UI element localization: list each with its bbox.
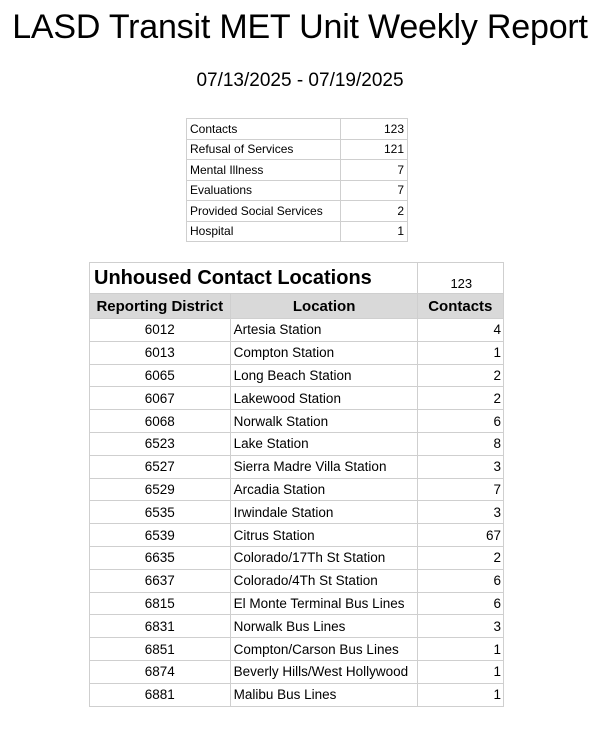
district-cell[interactable]: 6635 [90, 546, 231, 569]
contacts-cell[interactable]: 3 [417, 455, 503, 478]
location-cell[interactable]: Lake Station [230, 432, 417, 455]
summary-row [187, 221, 408, 242]
table-row [90, 319, 504, 342]
table-row [90, 387, 504, 410]
location-cell[interactable]: Compton/Carson Bus Lines [230, 638, 417, 661]
district-cell[interactable]: 6815 [90, 592, 231, 615]
locations-title[interactable]: Unhoused Contact Locations [90, 263, 418, 294]
district-cell[interactable]: 6012 [90, 319, 231, 342]
district-cell[interactable]: 6067 [90, 387, 231, 410]
table-row [90, 364, 504, 387]
contacts-cell[interactable]: 7 [417, 478, 503, 501]
table-row [90, 501, 504, 524]
summary-row [187, 119, 408, 140]
locations-total[interactable]: 123 [417, 263, 503, 294]
summary-value[interactable]: 123 [341, 119, 408, 140]
location-cell[interactable]: Malibu Bus Lines [230, 683, 417, 706]
location-cell[interactable]: Beverly Hills/West Hollywood [230, 660, 417, 683]
location-cell[interactable]: Norwalk Bus Lines [230, 615, 417, 638]
locations-body [90, 319, 504, 707]
table-row [90, 683, 504, 706]
contacts-cell[interactable]: 1 [417, 683, 503, 706]
district-cell[interactable]: 6527 [90, 455, 231, 478]
district-cell[interactable]: 6529 [90, 478, 231, 501]
summary-row [187, 139, 408, 160]
location-cell[interactable]: Sierra Madre Villa Station [230, 455, 417, 478]
table-row [90, 592, 504, 615]
district-cell[interactable]: 6523 [90, 432, 231, 455]
district-cell[interactable]: 6851 [90, 638, 231, 661]
report-date-range: 07/13/2025 - 07/19/2025 [196, 70, 404, 91]
table-row [90, 524, 504, 547]
table-row [90, 478, 504, 501]
district-cell[interactable]: 6068 [90, 410, 231, 433]
contacts-cell[interactable]: 3 [417, 501, 503, 524]
table-row [90, 455, 504, 478]
contacts-cell[interactable]: 1 [417, 341, 503, 364]
table-row [90, 660, 504, 683]
district-cell[interactable]: 6637 [90, 569, 231, 592]
column-header-location[interactable]: Location [230, 294, 417, 319]
table-row [90, 546, 504, 569]
contacts-cell[interactable]: 8 [417, 432, 503, 455]
contacts-cell[interactable]: 1 [417, 638, 503, 661]
summary-value[interactable]: 2 [341, 201, 408, 222]
summary-row [187, 201, 408, 222]
district-cell[interactable]: 6881 [90, 683, 231, 706]
location-cell[interactable]: El Monte Terminal Bus Lines [230, 592, 417, 615]
table-row [90, 341, 504, 364]
summary-label[interactable]: Evaluations [187, 180, 341, 201]
district-cell[interactable]: 6831 [90, 615, 231, 638]
summary-label[interactable]: Provided Social Services [187, 201, 341, 222]
summary-label[interactable]: Refusal of Services [187, 139, 341, 160]
location-cell[interactable]: Irwindale Station [230, 501, 417, 524]
contacts-cell[interactable]: 2 [417, 387, 503, 410]
contacts-cell[interactable]: 4 [417, 319, 503, 342]
location-cell[interactable]: Artesia Station [230, 319, 417, 342]
district-cell[interactable]: 6539 [90, 524, 231, 547]
location-cell[interactable]: Lakewood Station [230, 387, 417, 410]
summary-value[interactable]: 121 [341, 139, 408, 160]
summary-table [186, 118, 408, 242]
location-cell[interactable]: Compton Station [230, 341, 417, 364]
location-cell[interactable]: Colorado/17Th St Station [230, 546, 417, 569]
location-cell[interactable]: Arcadia Station [230, 478, 417, 501]
column-header-reporting-district[interactable]: Reporting District [90, 294, 231, 319]
summary-value[interactable]: 7 [341, 180, 408, 201]
table-row [90, 615, 504, 638]
summary-row [187, 160, 408, 181]
locations-table [89, 262, 504, 707]
locations-title-row [90, 263, 504, 294]
summary-label[interactable]: Mental Illness [187, 160, 341, 181]
table-row [90, 569, 504, 592]
table-row [90, 638, 504, 661]
location-cell[interactable]: Long Beach Station [230, 364, 417, 387]
table-row [90, 432, 504, 455]
summary-label[interactable]: Hospital [187, 221, 341, 242]
locations-header-row [90, 294, 504, 319]
contacts-cell[interactable]: 1 [417, 660, 503, 683]
table-row [90, 410, 504, 433]
contacts-cell[interactable]: 67 [417, 524, 503, 547]
summary-value[interactable]: 1 [341, 221, 408, 242]
district-cell[interactable]: 6535 [90, 501, 231, 524]
contacts-cell[interactable]: 2 [417, 364, 503, 387]
contacts-cell[interactable]: 3 [417, 615, 503, 638]
district-cell[interactable]: 6065 [90, 364, 231, 387]
location-cell[interactable]: Colorado/4Th St Station [230, 569, 417, 592]
contacts-cell[interactable]: 2 [417, 546, 503, 569]
contacts-cell[interactable]: 6 [417, 569, 503, 592]
contacts-cell[interactable]: 6 [417, 592, 503, 615]
location-cell[interactable]: Citrus Station [230, 524, 417, 547]
location-cell[interactable]: Norwalk Station [230, 410, 417, 433]
column-header-contacts[interactable]: Contacts [417, 294, 503, 319]
district-cell[interactable]: 6013 [90, 341, 231, 364]
report-title: LASD Transit MET Unit Weekly Report [12, 8, 588, 46]
summary-row [187, 180, 408, 201]
summary-label[interactable]: Contacts [187, 119, 341, 140]
contacts-cell[interactable]: 6 [417, 410, 503, 433]
district-cell[interactable]: 6874 [90, 660, 231, 683]
summary-value[interactable]: 7 [341, 160, 408, 181]
